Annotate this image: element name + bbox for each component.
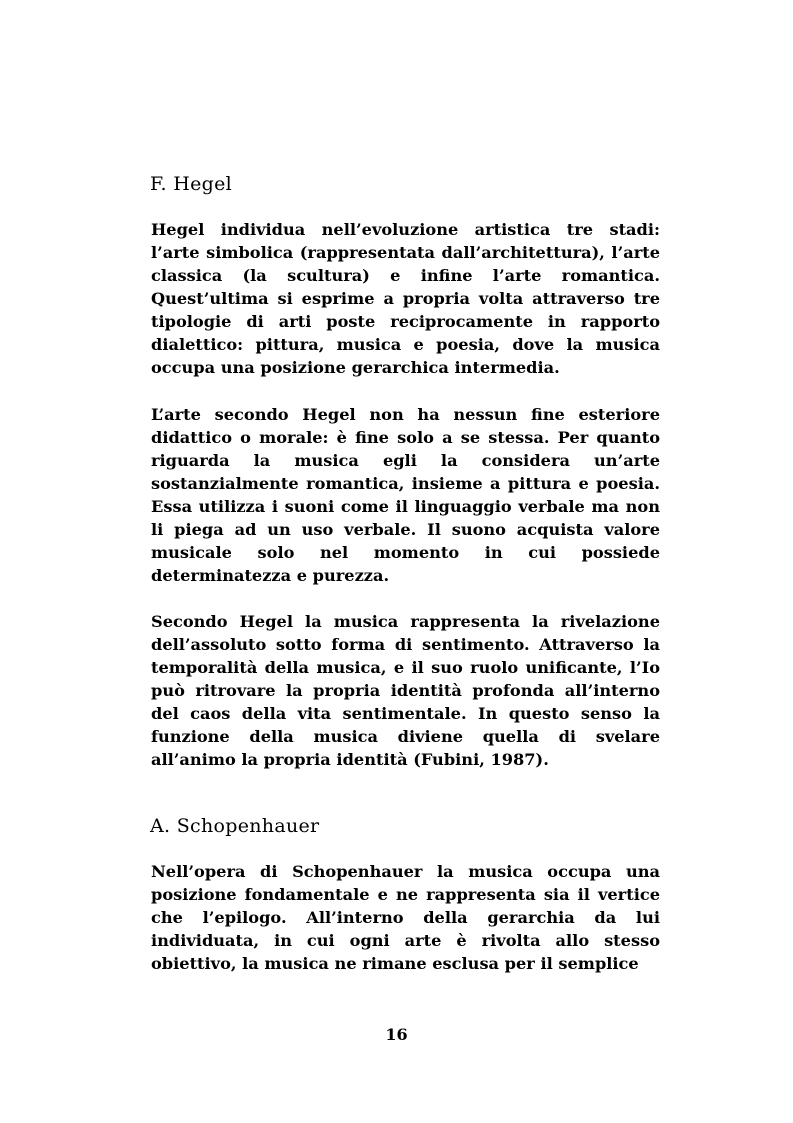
paragraph-hegel-3: Secondo Hegel la musica rappresenta la rivelazione dell’assoluto sotto forma di sentimento. Attraverso la temporalità della musica, e il suo ruolo unificante, l’Io può ritrovare la propria identità profonda all’interno del caos della vita sentimentale. In questo senso la funzione della musica diviene quella di svelare all’animo la propria identità (Fubini, 1987). — [151, 612, 660, 769]
paragraph-hegel-2: L’arte secondo Hegel non ha nessun fine esteriore didattico o morale: è fine solo a se stessa. Per quanto riguarda la musica egli la considera un’arte sostanzialmente romantica, insieme a pittura e poesia. Essa utilizza i suoni come il linguaggio verbale ma non li piega ad un uso verbale. Il suono acquista valore musicale solo nel momento in cui possiede determinatezza e purezza. — [151, 405, 660, 585]
paragraph-schopenhauer-1: Nell’opera di Schopenhauer la musica occupa una posizione fondamentale e ne rappresenta sia il vertice che l’epilogo. All’interno della gerarchia da lui individuata, in cui ogni arte è rivolta allo stesso obiettivo, la musica ne rimane esclusa per il semplice — [151, 862, 660, 973]
section-heading-hegel: F. Hegel — [150, 173, 232, 195]
paragraph-hegel-1: Hegel individua nell’evoluzione artistica tre stadi: l’arte simbolica (rappresentata dall’architettura), l’arte classica (la scultura) e infine l’arte romantica. Quest’ultima si esprime a propria volta attraverso tre tipologie di arti poste reciprocamente in rapporto dialettico: pittura, musica e poesia, dove la musica occupa una posizione gerarchica intermedia. — [151, 220, 660, 377]
section-heading-schopenhauer: A. Schopenhauer — [150, 815, 320, 837]
page-number: 16 — [385, 1025, 408, 1044]
